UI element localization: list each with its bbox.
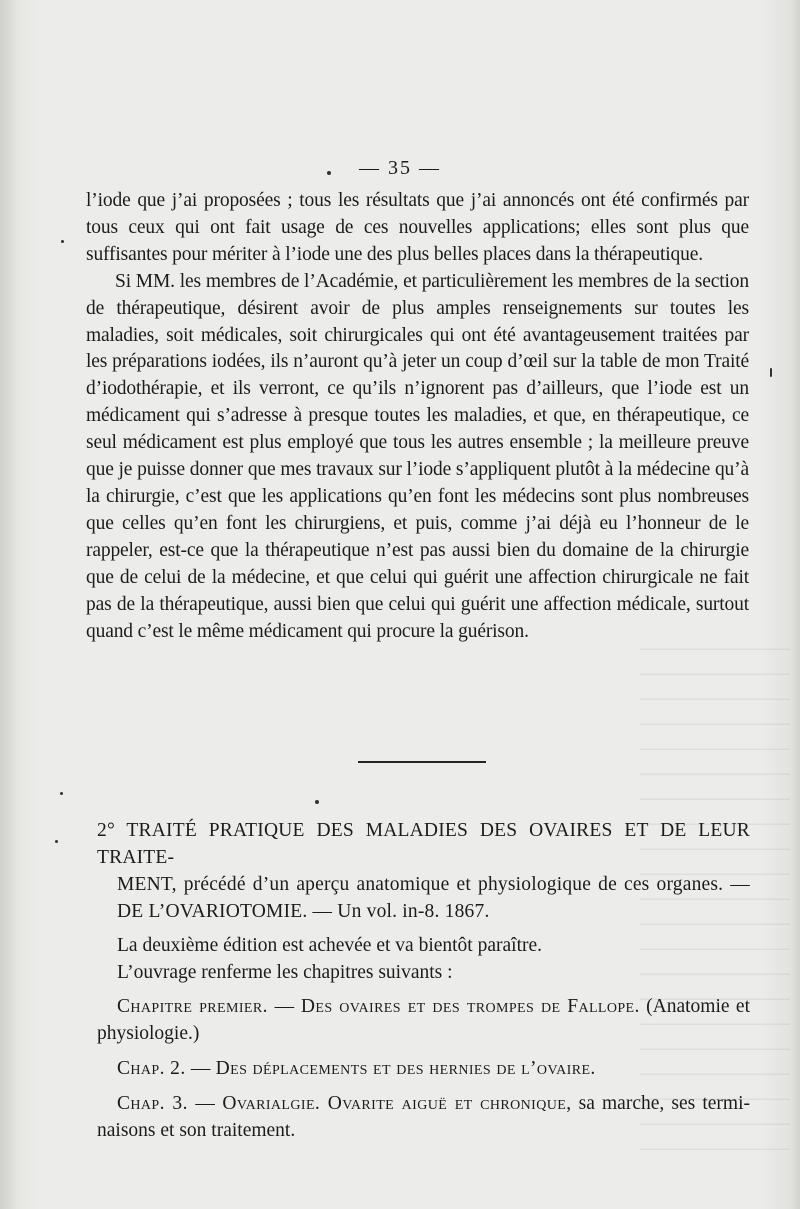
chapter-title: Des ovaires et des trompes de Fallope.: [300, 996, 640, 1018]
chapter-description: (Anatomie et physiologie.): [97, 996, 750, 1045]
ink-speck: [55, 840, 58, 843]
paragraph: Si MM. les membres de l’Académie, et particulièrement les membres de la section de thérapeutique, désirent avoir de plus amples renseignements sur toutes les maladies, soit médicales, soit chirurgicales qui ont été avantageusement traitées par les préparations iodées, ils n’auront qu’à jeter un coup d’œil sur la table de mon Traité d’iodothérapie, et ils verront, ce qu’ils n’ignorent pas d’ailleurs, que l’iode est un médicament qui s’adresse à presque toutes les maladies, et que, en thérapeutique, ce seul médicament est plus employé que tous les autres ensemble ; la meilleure preuve que je puisse donner que mes travaux sur l’iode s’appliquent plutôt à la médecine qu’à la chirurgie, c’est que les applications qu’en font les médecins sont plus nombreuses que celles qu’en font les chirurgiens, et puis, comme j’ai déjà eu l’honneur de le rappeler, est-ce que la thérapeutique n’est pas aussi bien du domaine de la chirurgie que de celui de la médecine, et que celui qui guérit une affection chirurgicale ne fait pas de la thérapeutique, aussi bien que celui qui guérit une affection médicale, surtout quand c’est le même médicament qui procure la guérison.: [86, 270, 749, 642]
ink-speck: [60, 792, 63, 795]
chapter-label: Chap. 2. —: [117, 1058, 211, 1080]
chapter-label: Chapitre premier. —: [117, 996, 295, 1018]
book-listing: [97, 818, 750, 1145]
paragraph: l’iode que j’ai proposées ; tous les résultats que j’ai annoncés ont été confirmés par tous ceux qui ont fait usage de ces nouvelles applications; elles sont plus que suffisantes pour mériter à l’iode une des plus belles places dans la thérapeutique.: [86, 190, 749, 265]
book-title-line-1: 2° TRAITÉ PRATIQUE DES MALADIES DES OVAIRES ET DE LEUR TRAITE-: [97, 820, 750, 868]
book-title: [97, 818, 750, 926]
book-title-rest: MENT, précédé d’un aperçu anatomique et physiologique de ces organes. — DE L’OVARIOTOMIE. — Un vol. in-8. 1867.: [117, 873, 750, 922]
chapter-description: sa marche, ses terminaisons et son traitement.: [97, 1093, 751, 1142]
ink-speck: [61, 240, 64, 243]
ink-speck: [315, 800, 319, 804]
chapter-entry: [97, 1056, 750, 1083]
chapter-label: Chap. 3. —: [117, 1093, 216, 1115]
ink-speck: [770, 368, 772, 377]
chapters-intro: L’ouvrage renferme les chapitres suivants :: [117, 961, 453, 983]
chapter-entry: [97, 994, 750, 1048]
page-number: — 35 —: [359, 157, 441, 179]
ink-speck: [327, 171, 331, 175]
chapter-title: Des déplacements et des hernies de l’ovaire.: [215, 1058, 596, 1080]
chapter-title: Ovarialgie. Ovarite aiguë et chronique,: [222, 1093, 572, 1115]
edition-note: La deuxième édition est achevée et va bientôt paraître.: [117, 934, 543, 956]
section-divider: [358, 761, 486, 763]
chapter-entry: [97, 1091, 750, 1145]
body-text: [86, 188, 749, 645]
